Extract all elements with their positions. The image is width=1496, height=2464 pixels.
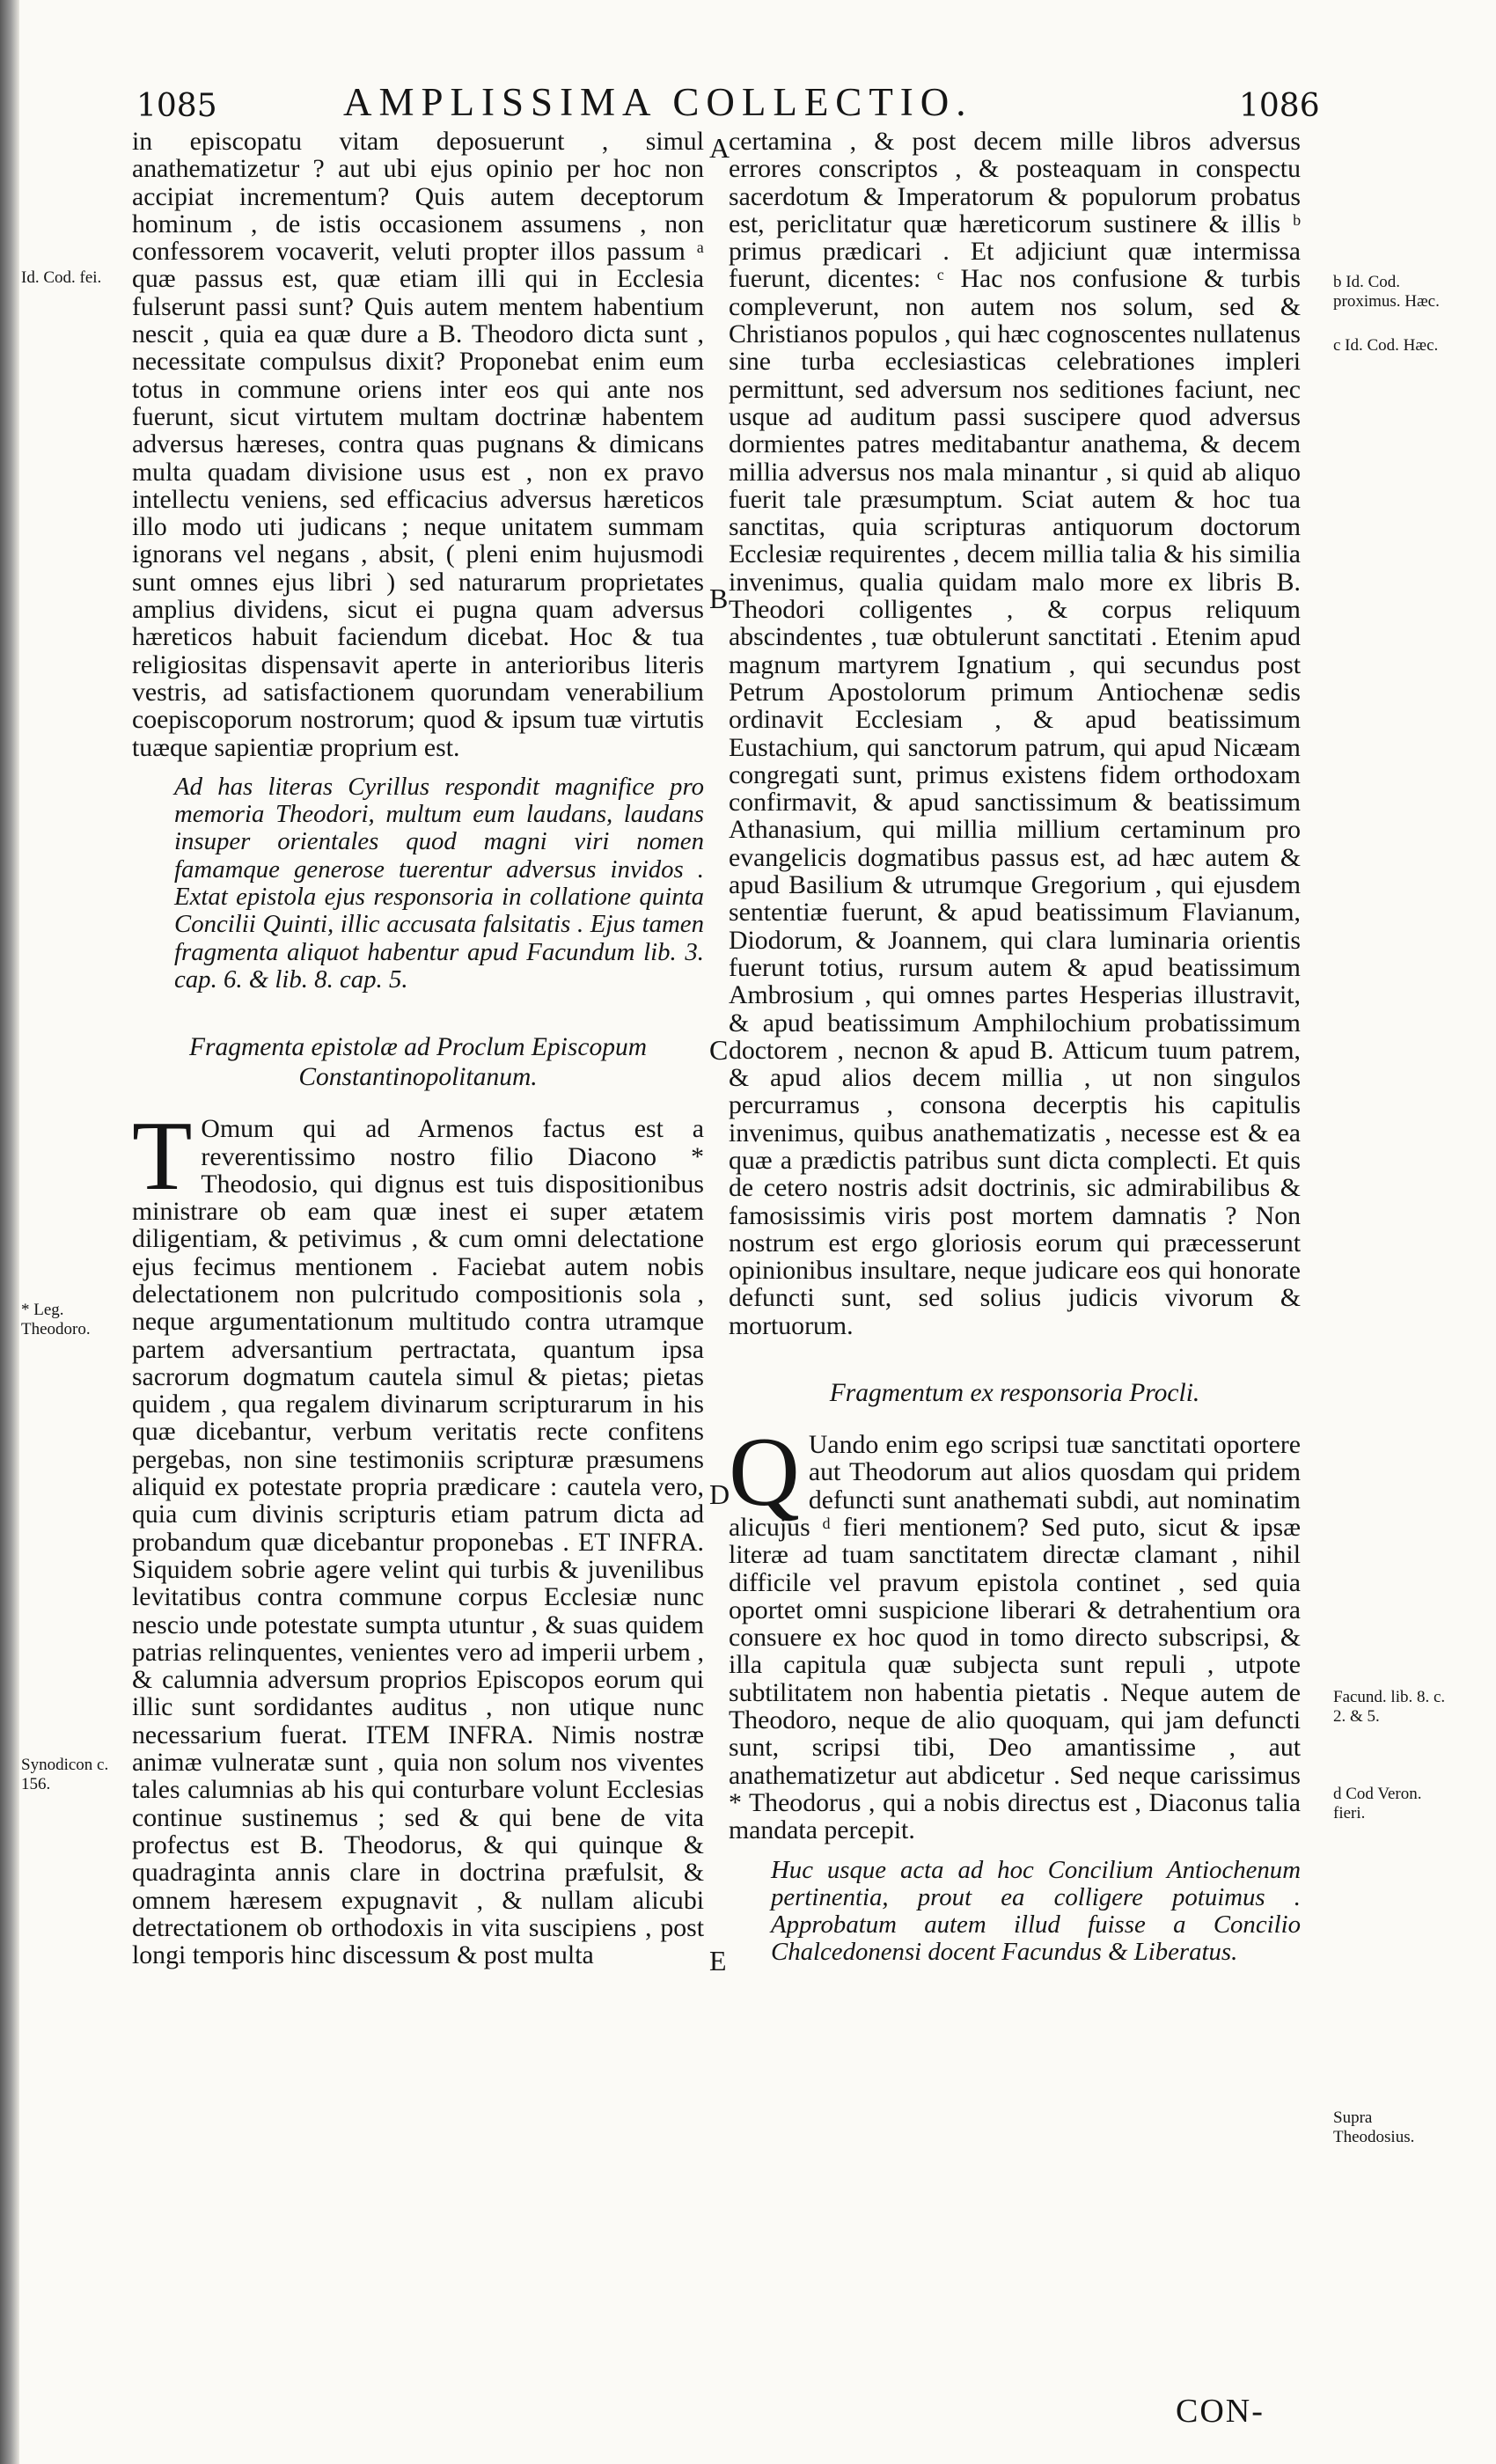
margin-note-left-3: Synodicon c. 156. xyxy=(21,1756,109,1793)
left-editorial-note: Ad has literas Cyrillus respondit magnifice pro memoria Theodori, multum eum laudans, laudans insuper orientales quod magni viri nomen famamque generose tuerentur adversus invidos . Extat epistola ejus responsoria in collatione quinta Concilii Quinti, illic accusata falsitatis . Ejus tamen fragmenta aliquot habentur apud Facundum lib. 3. cap. 6. & lib. 8. cap. 5. xyxy=(174,772,704,994)
section-letter-e: E xyxy=(709,1945,727,1976)
right-paragraph-2 xyxy=(729,1418,1301,1845)
left-section-heading: Fragmenta epistolæ ad Proclum Episcopum Constantinopolitanum. xyxy=(188,1033,648,1092)
section-letter-d: D xyxy=(709,1478,730,1510)
page-header xyxy=(0,0,1496,132)
left-paragraph-1: in episcopatu vitam deposuerunt , simul anathematizetur ? aut ubi ejus opinio per hoc non accipiat incrementum? Quis autem deceptorum hominum , de istis occasionem assumens , non confessorem vocaverit, veluti propter illos passum ᵃ quæ passus est, quæ etiam illi qui in Ecclesia fulserunt passi sunt? Quis autem mentem habentium nescit , quia ea quæ dure a B. Theodoro dicta sunt , necessitate compulsus dixit? Proponebat enim eum totus in commune oriens inter eos qui ante nos fuerunt, sicut virtutem multam doctrinæ habentem adversus hæreses, contra quas pugnans & dimicans multa quadam divisione usus est , non ex pravo intellectu veniens, sed efficacius adversus hæreticos illo modo uti judicans ; neque unitatem summam ignorans vel negans , absit, ( pleni enim hujusmodi sunt omnes ejus libri ) sed naturarum proprietates amplius dividens, sicut ei pugna quam adversus hæreticos habuit faciendum dicebat. Hoc & tua religiositas dispensavit aperte in anterioribus literis vestris, ad satisfactionem quorundam venerabilium coepiscoporum nostrorum; quod & ipsum tuæ virtutis tuæque sapientiæ proprium est. xyxy=(132,127,704,762)
right-section-heading: Fragmentum ex responsoria Procli. xyxy=(829,1379,1200,1408)
page-number-left: 1085 xyxy=(136,88,217,124)
section-letter-a: A xyxy=(709,132,730,164)
left-paragraph-2 xyxy=(132,1102,704,1970)
drop-cap-t: T xyxy=(132,1102,193,1212)
right-editorial-note: Huc usque acta ad hoc Concilium Antiochenum pertinentia, prout ea colligere potuimus . Approbatum autem illud fuisse a Concilio Chalcedonensi docent Facundus & Liberatus. xyxy=(771,1855,1301,1967)
margin-note-right-1: b Id. Cod. proximus. Hæc. xyxy=(1333,273,1440,311)
margin-note-right-4: d Cod Veron. fieri. xyxy=(1333,1785,1422,1822)
margin-note-left-2: * Leg. Theodoro. xyxy=(21,1301,91,1338)
catchword: CON- xyxy=(1176,2393,1265,2430)
left-paragraph-2-text: Omum qui ad Armenos factus est a reverentissimo nostro filio Diacono * Theodosio, qui dignus est tuis dispositionibus ministrare ob eam quæ inest ei super ætatem diligentiam, & petivimus , & cum omni delectatione ejus fecimus mentionem . Faciebat autem nobis delectationem non pulcritudo compositionis sola , neque argumentationum multitudo contra utramque partem adversantium pertractata, quantum ipsa sacrorum dogmatum cautela simul & pietas; pietas quidem , qua regalem divinarum scripturarum in his quæ dicebantur, verbum veritatis recte confitens pergebas, non sine testimoniis scripturæ præsumens aliquid ex potestate propria prædicare : cautela vero, quia cum divinis scripturis etiam patrum dicta ad probandum quæ dicebantur proponebas . ET INFRA. Siquidem sobrie agere velint qui turbis & juvenilibus levitatibus contra commune corpus Ecclesiæ nunc nescio unde potestate sumpta utuntur , & suas quidem patrias relinquentes, venientes vero ad imperii urbem , & calumnia adversum proprios Episcopos eorum qui illic sunt sordidantes auditus , non utique nunc necessarium fuerat. ITEM INFRA. Nimis nostræ animæ vulneratæ sunt , quia non solum nos viventes tales calumnias ab his qui conturbare volunt Ecclesias continue sustinemus ; sed & qui bene de vita profectus est B. Theodorus, & qui quinque & quadraginta annis clare in doctrina præfulsit, & omnem hæresem expugnavit , & nullam alicubi detrectationem ob orthodoxis in vita suscipiens , post longi temporis hinc discessum & post multa xyxy=(132,1114,704,1970)
section-letter-c: C xyxy=(709,1034,729,1066)
margin-note-right-3: Facund. lib. 8. c. 2. & 5. xyxy=(1333,1688,1446,1726)
section-letter-b: B xyxy=(709,583,729,614)
right-paragraph-1: certamina , & post decem mille libros adversus errores conscriptos , & posteaquam in conspectu sacerdotum & Imperatorum & populorum probatus est, periclitatur quæ hæreticorum sustinere & illis ᵇ primus prædicari . Et adjiciunt quæ intermissa fuerunt, dicentes: ᶜ Hac nos confusione & turbis compleverunt, non autem nos solum, sed & Christianos populos , qui hæc cognoscentes nullatenus sine turba ecclesiasticas celebrationes impleri permittunt, sed adversum nos seditiones faciunt, nec usque ad auditum passi suscipere quod adversus dormientes patres meditabantur anathema, & decem millia adversus nos mala minantur , si quid ab aliquo fuerit tale præsumptum. Sciat autem & hoc tua sanctitas, quia scripturas antiquorum doctorum Ecclesiæ requirentes , decem millia talia & his similia invenimus, qualia quidam malo more ex libris B. Theodori colligentes , & corpus reliquum abscindentes , tuæ obtulerunt sanctitati . Etenim apud magnum martyrem Ignatium , qui secundus post Petrum Apostolorum primum Antiochenæ sedis ordinavit Ecclesiam , & apud beatissimum Eustachium, qui sanctorum patrum, qui apud Nicæam congregati sunt, primus existens fidem orthodoxam confirmavit, & apud sanctissimum & beatissimum Athanasium, qui millia millium certaminum pro evangelicis dogmatibus passus est, ad hæc autem & apud Basilium & utrumque Gregorium , qui ejusdem sententiæ fuerunt, & apud beatissimum Flavianum, Diodorum, & Joannem, qui clara luminaria orientis fuerunt totius, rursum autem & apud beatissimum Ambrosium , qui omnes partes Hesperias illustravit, & apud beatissimum Amphilochium probatissimum doctorem , necnon & apud B. Atticum tuum patrem, & apud alios decem millia , ut non singulos percurramus , consona decerptis his capitulis invenimus, quibus anathematizatis , necesse est & ea quæ a prædictis patribus sunt dicta complecti. Et quis de cetero nostris adsit doctrinis, sic admirabilibus & famosissimis viris post mortem damnatis ? Non nostrum est ergo gloriosis eorum qui præcesserunt opinionibus insultare, neque judicare eos qui honorate defuncti sunt, sed solius judicis vivorum & mortuorum. xyxy=(729,127,1301,1340)
running-title: AMPLISSIMA COLLECTIO. xyxy=(343,80,973,124)
drop-cap-q: Q xyxy=(729,1418,800,1528)
right-column xyxy=(729,128,1301,1974)
page-number-right: 1086 xyxy=(1239,88,1320,124)
margin-note-right-2: c Id. Cod. Hæc. xyxy=(1333,336,1439,355)
margin-note-left-1: Id. Cod. fei. xyxy=(21,268,102,287)
margin-note-right-5: Supra Theodosius. xyxy=(1333,2108,1415,2146)
left-column xyxy=(132,128,704,1974)
right-paragraph-2-text: Uando enim ego scripsi tuæ sanctitati oportere aut Theodorum aut alios quosdam qui pridem defuncti sunt anathemati subdi, aut nominatim alicujus ᵈ fieri mentionem? Sed puto, sicut & ipsæ literæ ad tuam sanctitatem directæ clamant , nihil difficile vel pravum epistola continet , sed quia oportet omni suspicione liberari & detrahentium ora consuere ex hoc quod in tomo directo subscripsi, & illa capitula quæ subjecta sunt repuli , utpote subtilitatem non habentia pietatis . Neque autem de Theodoro, neque de alio quoquam, qui jam defuncti sunt, scripsi tibi, Deo amantissime , aut anathematizetur aut abdicetur . Sed neque carissimus * Theodorus , qui a nobis directus est , Diaconus talia mandata percepit. xyxy=(729,1430,1301,1845)
